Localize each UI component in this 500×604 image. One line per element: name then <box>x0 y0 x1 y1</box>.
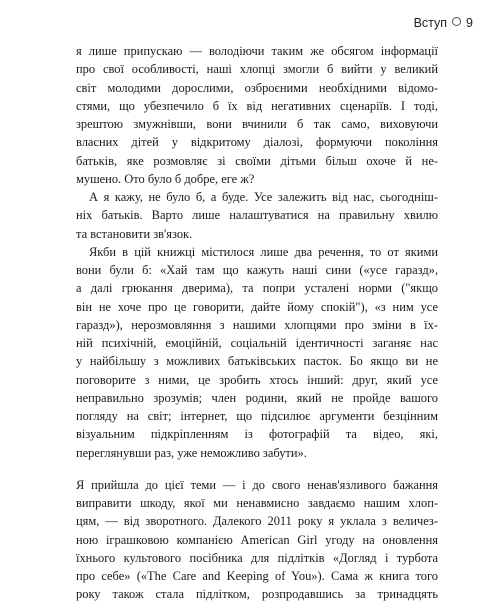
text-line: світ молодими дорослими, озброєними необхідними відомо- <box>76 80 438 95</box>
text-line: візуальним підкріпленням із фотографій та відео, які, <box>76 427 438 442</box>
text-line: переглянувши раз, уже неможливо забути». <box>76 445 307 460</box>
running-head <box>414 14 473 32</box>
text-line: а далі грюкання дверима), та попри усталені норми ("якщо <box>76 281 438 296</box>
text-line: виправити шкоду, якої ми ненавмисно завдаємо нашим хлоп- <box>76 496 438 510</box>
circle-separator-icon <box>452 17 461 26</box>
text-line: зрештою змужнівши, вони вчинили б так само, виховуючи <box>76 117 438 131</box>
text-line: Я прийшла до цієї теми — і до свого ненав'язливого бажання <box>76 477 438 492</box>
text-line: гаразд»), нерозмовляння з нашими хлопцями про зміни в їх- <box>76 317 438 332</box>
text-line: погляду на світ; інтернет, що підсилює аргументи безцінним <box>76 409 438 423</box>
text-line: про свої особливості, наші хлопці змогли б вийти у великий <box>76 62 438 77</box>
text-line: мушено. Ото було б добре, еге ж? <box>76 171 255 186</box>
text-line: стями, що убезпечило б їх від негативних сценаріїв. І тоді, <box>76 98 438 113</box>
page-number: 9 <box>466 16 473 30</box>
text-line: А я кажу, не було б, а буде. Усе залежить від нас, сьогоднiш- <box>89 190 438 204</box>
text-line: та встановити зв'язок. <box>76 226 193 241</box>
text-line: про себе» («The Care and Keeping of You»). Сама ж книга того <box>76 569 438 583</box>
paragraph <box>76 476 438 604</box>
book-page-body <box>76 42 438 604</box>
text-line: поговорите з ними, це зробить хтось інший: друг, який усе <box>76 372 438 387</box>
text-line: ною іграшковою компанією American Girl угоду на оновлення <box>76 532 438 547</box>
paragraph <box>76 42 438 188</box>
section-title: Вступ <box>413 16 448 30</box>
text-line: ніх батьків. Варто лише налаштуватися на правильну хвилю <box>76 208 438 223</box>
running-header <box>0 14 500 32</box>
text-line: цям, — від зворотного. Далекого 2011 року я уклала з величез- <box>76 514 438 529</box>
text-line: власних дітей у відкритому діалозі, формуючи покоління <box>76 135 438 150</box>
text-line: я лише припускаю — володіючи таким же обсягом інформації <box>76 44 438 58</box>
text-line: Якби в цій книжці містилося лише два речення, то от якими <box>89 244 438 259</box>
text-line: ній психічній, емоційній, соціальній ідентичності заганяє нас <box>76 336 438 350</box>
text-line: батьків, яке розмовляє зі своїми дітьми більш охоче й не- <box>76 153 438 168</box>
text-line: у найбільшу з можливих батьківських пасток. Бо якщо ви не <box>76 354 438 369</box>
text-line: неправильно зрозумів; член родини, який не пройде вашого <box>76 390 438 405</box>
text-line: вони були б: «Хай там що кажуть наші сини («усе гаразд», <box>76 263 438 277</box>
text-line: їхнього культового посібника для підлітків «Догляд і турбота <box>76 550 438 565</box>
paragraph <box>76 188 438 243</box>
text-line: він не хоче про це говорити, дайте йому спокій"), «з ним усе <box>76 299 438 314</box>
text-line: року також стала підлітком, розпродавшись за тринадцять <box>76 587 438 602</box>
paragraph <box>76 243 438 462</box>
